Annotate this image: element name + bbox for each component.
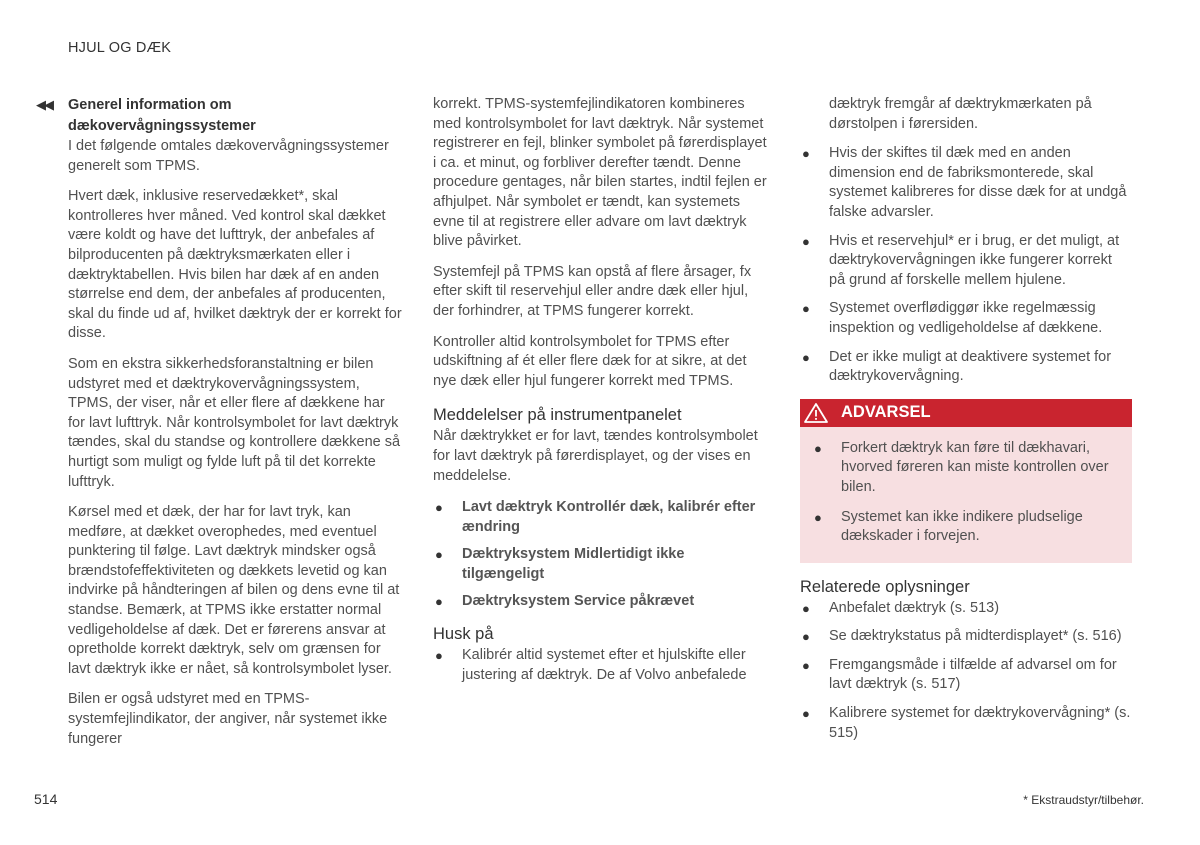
message-text: Dæktryksystem Midlertidigt ikke tilgængeligt <box>462 546 685 582</box>
warning-title: ADVARSEL <box>841 403 931 422</box>
bullet-icon: ● <box>435 500 443 516</box>
bullet-icon: ● <box>802 657 810 673</box>
list-item <box>433 592 769 612</box>
bullet-icon: ● <box>435 648 443 664</box>
message-list <box>433 498 769 612</box>
list-item <box>433 498 769 537</box>
remember-list <box>433 646 769 685</box>
warning-text: Systemet kan ikke indikere pludselige dækskader i forvejen. <box>841 508 1083 545</box>
page-number: 514 <box>34 791 58 807</box>
warning-text: Forkert dæktryk kan føre til dækhavari, hvorved føreren kan miste kontrollen over bilen. <box>841 439 1109 495</box>
list-item <box>800 348 1132 387</box>
related-link[interactable] <box>800 627 1132 647</box>
paragraph: Kørsel med et dæk, der har for lavt tryk, kan medføre, at dækket overophedes, med eventuel punktering til følge. Lavt dæktryk mindsker også brændstofeffektiviteten og dækkets levetid og kan indvirke på håndteringen af bilen og dens evne til at standse. Bemærk, at TPMS ikke erstatter normal vedligeholdelse af dæk. Det er førerens ansvar at opretholde korrekt dæktryk, selv om grænsen for lavt dæktryk ikke er nået, så kontrolsymbolet lyser. <box>68 504 400 677</box>
list-item <box>433 545 769 584</box>
list-item <box>812 439 1122 498</box>
paragraph: Som en ekstra sikkerhedsforanstaltning er bilen udstyret med et dæktrykovervågningssystem, TPMS, der viser, når et eller flere af dækkene har for lavt lufttryk. Når kontrolsymbolet for lavt dæktryk tændes, skal du standse og kontrollere dækkene så hurtigt som muligt og fylde luft på til det korrekte lufttryk. <box>68 355 401 490</box>
bullet-icon: ● <box>435 594 443 610</box>
article-heading-line-2: dækovervågningssystemer <box>68 118 256 134</box>
paragraph: I det følgende omtales dækovervågningssystemer generelt som TPMS. <box>68 138 389 174</box>
list-item <box>433 646 769 685</box>
article-heading-line-1: Generel information om <box>68 97 232 113</box>
related-link-text[interactable]: Se dæktrykstatus på midterdisplayet* (s. 516) <box>829 628 1122 645</box>
warning-box <box>800 399 1132 563</box>
subheading-remember: Husk på <box>433 625 494 644</box>
related-link-text[interactable]: Kalibrere systemet for dæktrykovervågning* (s. 515) <box>829 705 1131 741</box>
list-item-text: Kalibrér altid systemet efter et hjulskifte eller justering af dæktryk. De af Volvo anbefalede <box>462 647 747 683</box>
bullet-icon: ● <box>814 440 822 456</box>
related-link[interactable] <box>800 704 1132 743</box>
list-item-text: Hvis et reservehjul* er i brug, er det muligt, at dæktrykovervågningen ikke fungerer korrekt på grund af forskelle mellem hjulene. <box>829 232 1120 288</box>
column-2 <box>433 95 769 695</box>
list-item <box>812 508 1122 547</box>
paragraph: Bilen er også udstyret med en TPMS-systemfejlindikator, der angiver, når systemet ikke fungerer <box>68 691 388 747</box>
paragraph: Kontroller altid kontrolsymbolet for TPMS efter udskiftning af ét eller flere dæk for at sikre, at det nye dæk eller hjul fungerer korrekt med TPMS. <box>433 333 747 389</box>
related-link-text[interactable]: Fremgangsmåde i tilfælde af advarsel om for lavt dæktryk (s. 517) <box>829 656 1117 693</box>
list-item <box>800 144 1132 222</box>
bullet-icon: ● <box>802 146 810 162</box>
warning-list <box>800 427 1132 563</box>
related-link[interactable] <box>800 599 1132 619</box>
paragraph: dæktryk fremgår af dæktrykmærkaten på dørstolpen i førersiden. <box>829 96 1092 132</box>
subheading-related: Relaterede oplysninger <box>800 577 970 596</box>
paragraph: Når dæktrykket er for lavt, tændes kontrolsymbolet for lavt dæktryk på førerdisplayet, og der vises en meddelelse. <box>433 428 758 484</box>
bullet-icon: ● <box>802 349 810 365</box>
related-link[interactable] <box>800 656 1132 695</box>
paragraph: Systemfejl på TPMS kan opstå af flere årsager, fx efter skift til reservehjul eller andre dæk eller hjul, der forhindrer, at TPMS fungerer korrekt. <box>433 263 752 319</box>
previous-page-icon: ◀◀ <box>36 97 52 112</box>
list-item <box>800 232 1132 291</box>
warning-header <box>800 399 1132 427</box>
footnote: * Ekstraudstyr/tilbehør. <box>1023 793 1144 807</box>
list-item-text: Det er ikke muligt at deaktivere systemet for dæktrykovervågning. <box>829 348 1112 385</box>
remember-list-continued <box>800 144 1132 387</box>
bullet-icon: ● <box>814 509 822 525</box>
message-text: Lavt dæktryk Kontrollér dæk, kalibrér efter ændring <box>462 499 756 535</box>
related-links <box>800 599 1132 744</box>
bullet-icon: ● <box>802 301 810 317</box>
bullet-icon: ● <box>802 706 810 722</box>
related-link-text[interactable]: Anbefalet dæktryk (s. 513) <box>829 599 1000 616</box>
subheading-instrument-messages: Meddelelser på instrumentpanelet <box>433 406 682 425</box>
paragraph: korrekt. TPMS-systemfejlindikatoren kombineres med kontrolsymbolet for lavt dæktryk. Når systemet registrerer en fejl, blinker symbolet på førerdisplayet i ca. et minut, og forbliver derefter tændt. Denne procedure gentages, når bilen startes, indtil fejlen er afhjulpet. Når symbolet er tændt, kan systemets evne til at registrere eller advare om lavt dæktryk blive påvirket. <box>433 96 767 250</box>
bullet-icon: ● <box>802 233 810 249</box>
column-3 <box>800 95 1132 753</box>
list-item <box>800 299 1132 338</box>
column-1 <box>68 95 403 760</box>
bullet-icon: ● <box>435 547 443 563</box>
message-text: Dæktryksystem Service påkrævet <box>462 593 695 610</box>
list-item-text: Hvis der skiftes til dæk med en anden dimension end de fabriksmonterede, skal systemet kalibreres for disse dæk for at undgå falske advarsler. <box>829 145 1127 220</box>
warning-triangle-icon <box>803 402 829 424</box>
bullet-icon: ● <box>802 600 810 616</box>
section-header: HJUL OG DÆK <box>68 40 172 56</box>
paragraph: Hvert dæk, inklusive reservedækket*, skal kontrolleres hver måned. Ved kontrol skal dækket være koldt og have det lufttryk, der anbefales af bilproducenten på dæktryksmærkaten eller i dæktryktabellen. Hvis bilen har dæk af en anden størrelse end dem, der anbefales af producenten, skal du finde ud af, hvilket dæktryk der er korrekt for disse. <box>68 188 402 342</box>
bullet-icon: ● <box>802 629 810 645</box>
article-heading <box>68 95 403 137</box>
list-item-text: Systemet overflødiggør ikke regelmæssig inspektion og vedligeholdelse af dækkene. <box>829 300 1103 336</box>
